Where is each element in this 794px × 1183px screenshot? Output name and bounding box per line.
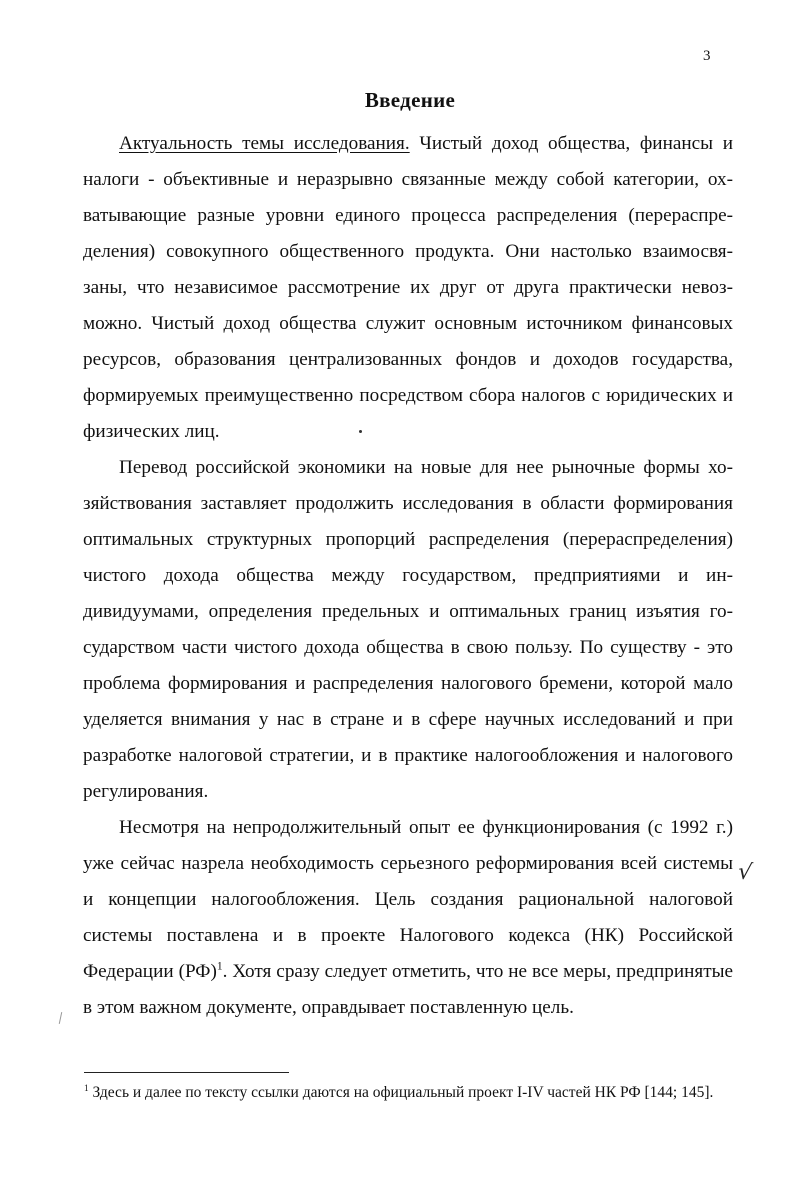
paragraph-3-text-b: . Хотя сразу следует отметить, что не все меры, предпринятые в этом важном документе, оправдывает поставленную цель.	[83, 961, 733, 1018]
margin-checkmark-icon: √	[736, 859, 754, 886]
footnote-divider	[84, 1072, 289, 1073]
stray-dot	[359, 430, 362, 433]
footnote-text: Здесь и далее по тексту ссылки даются на официальный проект I-IV частей НК РФ [144; 145].	[88, 1084, 714, 1101]
paragraph-1	[83, 126, 733, 450]
relevance-heading: Актуальность темы исследования.	[119, 133, 410, 154]
page-number: 3	[703, 48, 711, 64]
paragraph-3-text-a: Несмотря на непродолжительный опыт ее функционирования (с 1992 г.) уже сейчас назрела необходимость серьезного реформирования всей системы и концепции налогообложения. Цель создания рациональной налоговой системы поставлена и в проекте Налогового кодекса (НК) Российской Федерации (РФ)	[83, 817, 733, 982]
stray-pencil-mark	[59, 1012, 62, 1024]
footnote-marker: 1	[84, 1083, 89, 1094]
body-text	[83, 126, 733, 1026]
paragraph-3	[83, 810, 733, 1026]
page-title: Введение	[364, 88, 456, 112]
paragraph-2: Перевод российской экономики на новые для нее рыночные формы хозяйствования заставляет продолжить исследования в области формирования оптимальных структурных пропорций распределения (перераспределения) чистого дохода общества между государством, предприятиями и индивидуумами, определения предельных и оптимальных границ изъятия государством части чистого дохода общества в свою пользу. По существу - это проблема формирования и распределения налогового бремени, которой мало уделяется внимания у нас в стране и в сфере научных исследований и при разработке налоговой стратегии, и в практике налогообложения и налогового регулирования.	[83, 457, 733, 802]
footnote	[84, 1082, 734, 1104]
paragraph-1-text: Чистый доход общества, финансы и налоги - объективные и неразрывно связанные между собой категории, охватывающие разные уровни единого процесса распределения (перераспределения) совокупного общественного продукта. Они настолько взаимосвязаны, что независимое рассмотрение их друг от друга практически невозможно. Чистый доход общества служит основным источником финансовых ресурсов, образования централизованных фондов и доходов государства, формируемых преимущественно посредством сбора налогов с юридических и физических лиц.	[83, 133, 733, 442]
footnote-reference: 1	[216, 960, 223, 973]
